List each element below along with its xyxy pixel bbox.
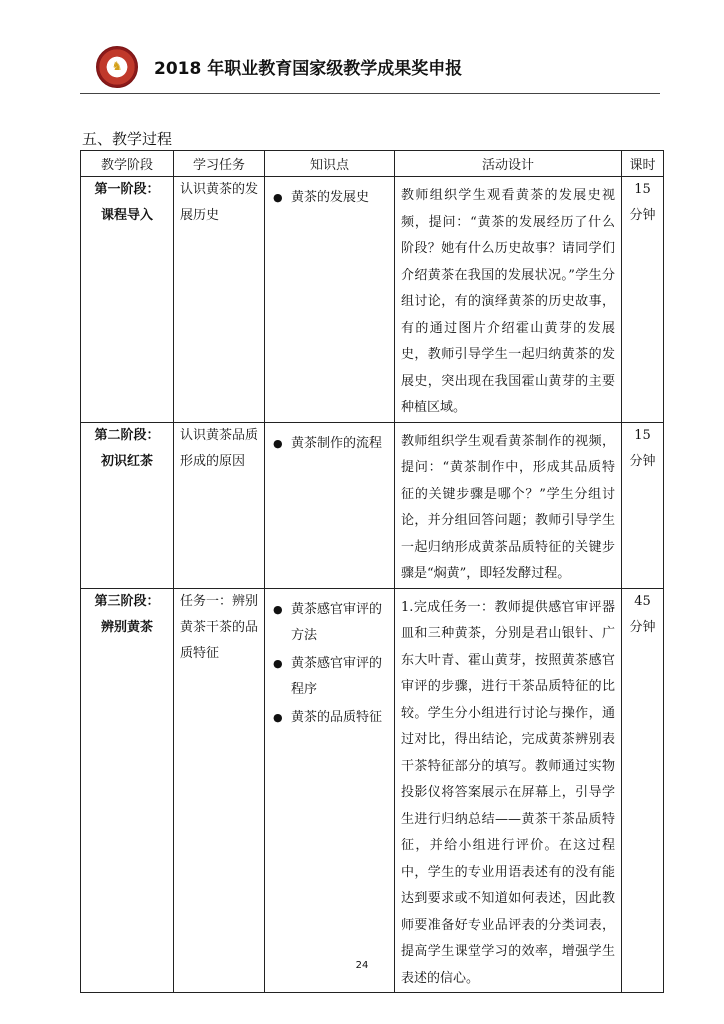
hours-cell [622,422,664,588]
page-header-title: 2018 年职业教育国家级教学成果奖申报 [154,59,463,79]
knowledge-point [269,431,390,457]
knowledge-cell [265,588,395,993]
task-cell: 任务一：辨别黄茶干茶的品质特征 [174,588,265,993]
task-cell: 认识黄茶的发展历史 [174,177,265,423]
bullet-icon: ● [273,436,283,450]
column-header-activity: 活动设计 [395,151,622,177]
knowledge-point-text: 黄茶感官审评的程序 [291,655,383,697]
hours-unit: 分钟 [629,619,656,635]
column-header-task: 学习任务 [174,151,265,177]
table-row [81,177,664,423]
table-row [81,422,664,588]
knowledge-point [269,651,390,703]
bullet-icon: ● [273,191,283,204]
hours-value: 45 [634,593,651,609]
knowledge-point-text: 黄茶制作的流程 [291,435,383,451]
knowledge-point-text: 黄茶的品质特征 [291,709,383,725]
activity-cell: 1.完成任务一：教师提供感官审评器皿和三种黄茶，分别是君山银针、广东大叶青、霍山黄芽，按照黄茶感官审评的步骤，进行干茶品质特征的比较。学生分小组进行讨论与操作，通过对比，得出结论，完成黄茶辨别表干茶特征部分的填写。教师通过实物投影仪将答案展示在屏幕上，引导学生进行归纳总结——黄茶干茶品质特征，并给小组进行评价。在这过程中，学生的专业用语表述有的没有能达到要求或不知道如何表述，因此教师要准备好专业品评表的分类词表，提高学生课堂学习的效率，增强学生表述的信心。 [395,588,622,993]
hours-unit: 分钟 [629,208,656,223]
knowledge-point [269,185,390,211]
knowledge-point-text: 黄茶感官审评的方法 [291,601,383,643]
stage-cell: 第三阶段：辨别黄茶 [81,588,174,993]
hours-cell [622,588,664,993]
hours-unit: 分钟 [629,453,656,469]
emblem-horse-icon: ♞ [111,59,123,73]
table-row [81,588,664,993]
stage-cell: 第一阶段：课程导入 [81,177,174,423]
knowledge-cell [265,422,395,588]
knowledge-cell [265,177,395,423]
section-title: 五、教学过程 [82,130,173,148]
bullet-icon: ● [273,710,283,724]
activity-cell: 教师组织学生观看黄茶制作的视频，提问：“黄茶制作中，形成其品质特征的关键步骤是哪个？”学生分组讨论，并分组回答问题；教师引导学生一起归纳形成黄茶品质特征的关键步骤是“焖黄”，即轻发酵过程。 [395,422,622,588]
column-header-hours: 课时 [622,151,664,177]
hours-value: 15 [634,182,651,197]
teaching-process-table [80,150,664,993]
bullet-icon: ● [273,656,283,670]
page-number: 24 [355,960,369,971]
knowledge-point [269,705,390,731]
column-header-knowledge: 知识点 [265,151,395,177]
table-header-row [81,151,664,177]
column-header-stage: 教学阶段 [81,151,174,177]
activity-cell: 教师组织学生观看黄茶的发展史视频，提问：“黄茶的发展经历了什么阶段？她有什么历史故事？请同学们介绍黄茶在我国的发展状况。”学生分组讨论，有的演绎黄茶的历史故事，有的通过图片介绍霍山黄芽的发展史，教师引导学生一起归纳黄茶的发展史，突出现在我国霍山黄芽的主要种植区域。 [395,177,622,423]
stage-cell: 第二阶段：初识红茶 [81,422,174,588]
knowledge-point [269,597,390,649]
knowledge-point-text: 黄茶的发展史 [291,190,370,205]
header-divider [80,93,660,94]
hours-value: 15 [634,427,651,443]
school-emblem-icon [96,46,138,88]
bullet-icon: ● [273,602,283,616]
page-header [96,44,656,88]
task-cell: 认识黄茶品质形成的原因 [174,422,265,588]
hours-cell [622,177,664,423]
